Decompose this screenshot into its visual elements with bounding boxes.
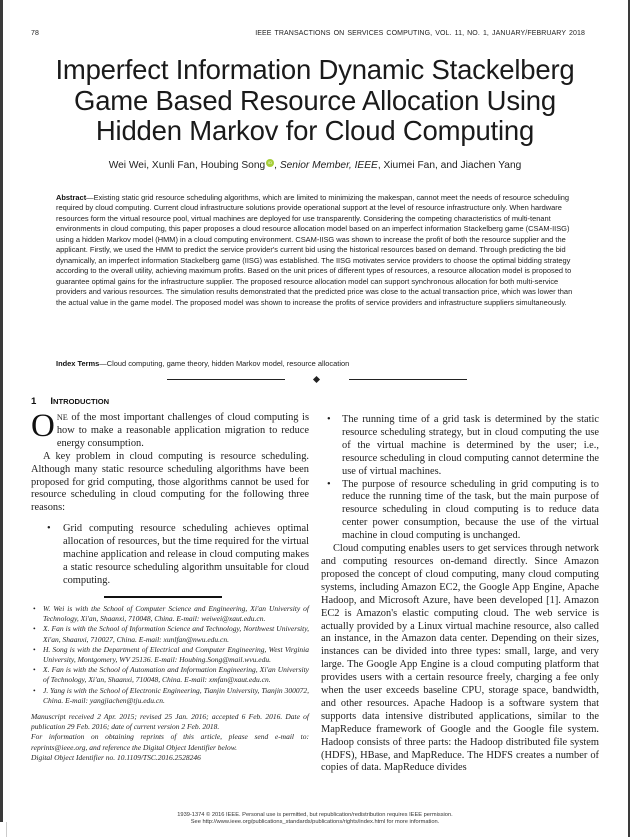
bullet-icon: •	[33, 665, 36, 675]
paper-title	[20, 55, 610, 147]
intro-paragraph-1	[31, 408, 309, 451]
page-number: 78	[31, 30, 39, 37]
index-terms-dash: —	[99, 359, 107, 368]
authors-part-2: , Xiumei Fan, and Jiachen Yang	[377, 160, 522, 171]
intro-paragraph-1-text: of the most important challenges of cloud computing is how to make a reasonable application migration to reduce energy consumption.	[56, 412, 309, 449]
reprints-info: For information on obtaining reprints of this article, please send e-mail to: reprints@ieee.org, and reference the Digital Object Identifier below.	[31, 732, 309, 752]
affiliation-item	[31, 665, 309, 685]
authors-sep: ,	[274, 160, 280, 171]
index-terms-label: Index Terms	[56, 359, 100, 368]
copyright-notice	[0, 812, 630, 827]
index-terms	[56, 359, 580, 368]
orcid-icon[interactable]: iD	[266, 159, 274, 167]
cloud-paragraph: Cloud computing enables users to get services through network and computing resources on-demand directly. Since Amazon proposed the concept of cloud computing, many cloud computing systems, including Amazon EC2, the Google App Engine, Apache Hadoop, and Microsoft Azure, have been developed [1]. Amazon EC2 is Amazon's elastic computing cloud. The web service is actually provided by a Linux virtual machine resource, also called an instance, in the Amazon data center. Depending on their sizes, instances can be divided into three types: small, large, and very large. The Google App Engine is a cloud computing platform that provides users with a certain resource freely, charging a fee only when the user exceeds baseline CPU, storage space, bandwidth, and other resources. Apache Hadoop is a software system that supports data intensive distributed applications, similar to the MapReduce framework of Google and the Google file system. Hadoop consists of three parts: the Hadoop distributed file system (HDFS), HBase, and MapReduce. The HDFS creates a number of copies of data. MapReduce divides	[321, 543, 599, 774]
section-heading	[31, 396, 109, 407]
reasons-list-right	[321, 414, 599, 543]
left-column	[31, 408, 309, 588]
section-title-initial: I	[50, 396, 54, 407]
abstract-label: Abstract	[56, 193, 87, 202]
bullet-icon: •	[33, 624, 36, 634]
affiliation-item	[31, 686, 309, 706]
list-item	[321, 479, 599, 544]
title-line-3: Hidden Markov for Cloud Computing	[95, 115, 535, 146]
footnotes	[31, 604, 309, 763]
title-line-2: Game Based Resource Allocation Using	[74, 84, 556, 116]
author-membership: Senior Member, IEEE	[279, 160, 378, 171]
authors-part-1: Wei Wei, Xunli Fan, Houbing Song	[108, 160, 266, 171]
list-item	[31, 523, 309, 588]
drop-cap-small-caps: NE	[56, 413, 68, 422]
list-item-text: Grid computing resource scheduling achieves optimal allocation of resources, but the time required for the virtual machine application and release in cloud computing makes a static resource scheduling algorithm unsuitable for cloud computing.	[63, 523, 309, 586]
affiliation-text: H. Song is with the Department of Electrical and Computer Engineering, West Virginia University, Montgomery, WV 25136. E-mail: Houbing.Song@mail.wvu.edu.	[43, 644, 309, 665]
list-item-text: The running time of a grid task is determined by the static resource scheduling strategy, but in cloud computing the use of the virtual machine is determined by the user; i.e., resource scheduling in cloud computing cannot determine the use of virtual machines.	[342, 414, 599, 477]
bullet-icon: •	[327, 414, 331, 425]
viewer-left-border	[0, 0, 3, 822]
publication-meta	[31, 712, 309, 763]
affiliation-text: J. Yang is with the School of Electronic Engineering, Tianjin University, Tianjin 300072, China. E-mail: yangjiachen@tju.edu.cn.	[43, 685, 309, 705]
title-line-1: Imperfect Information Dynamic Stackelberg	[55, 54, 575, 85]
doi: Digital Object Identifier no. 10.1109/TSC.2016.2528246	[31, 752, 201, 762]
right-column	[321, 414, 599, 775]
reasons-list-left	[31, 523, 309, 588]
abstract	[56, 193, 580, 308]
divider-line-right	[349, 379, 467, 380]
list-item-text: The purpose of resource scheduling in grid computing is to reduce the running time of the task, but the main purpose of resource scheduling in cloud computing is to reduce data center power consumption, because the use of the virtual machine in cloud computing is unchanged.	[342, 478, 599, 542]
affiliation-item	[31, 624, 309, 644]
section-number: 1	[31, 396, 37, 407]
bullet-icon: •	[33, 604, 36, 613]
affiliation-item	[31, 645, 309, 665]
affiliation-list	[31, 604, 309, 706]
divider-line-left	[167, 379, 285, 380]
author-list	[20, 159, 610, 171]
list-item	[321, 414, 599, 479]
copyright-line-2: See http://www.ieee.org/publications_standards/publications/rights/index.html for more information.	[190, 819, 440, 826]
diamond-icon	[313, 376, 320, 383]
bullet-icon: •	[33, 644, 36, 654]
manuscript-dates: Manuscript received 2 Apr. 2015; revised 25 Jan. 2016; accepted 6 Feb. 2016. Date of publication 29 Feb. 2016; date of current version 2 Feb. 2018.	[31, 712, 309, 732]
intro-paragraph-2: A key problem in cloud computing is resource scheduling. Although many static resource scheduling algorithms have been proposed for grid computing, those algorithms cannot be used for resource scheduling in cloud computing for the following three reasons:	[31, 450, 309, 514]
affiliation-text: X. Fan is with the School of Automation and Information Engineering, Xi'an University of Technology, Xi'an, Shaanxi, 710048, China. E-mail: xmfan@xaut.edu.cn.	[43, 665, 309, 685]
copyright-line-1: 1939-1374 © 2016 IEEE. Personal use is permitted, but republication/redistribution requires IEEE permission.	[177, 812, 453, 818]
journal-info: IEEE TRANSACTIONS ON SERVICES COMPUTING, VOL. 11, NO. 1, JANUARY/FEBRUARY 2018	[255, 30, 585, 37]
bullet-icon: •	[327, 478, 331, 490]
affiliation-item	[31, 604, 309, 624]
drop-cap: O	[31, 408, 55, 444]
section-divider	[167, 377, 467, 383]
abstract-dash: —	[86, 193, 94, 202]
footnote-rule	[104, 596, 222, 598]
section-title-rest: NTRODUCTION	[53, 397, 110, 406]
index-terms-text: Cloud computing, game theory, hidden Markov model, resource allocation	[106, 359, 350, 368]
bullet-icon: •	[33, 685, 36, 695]
abstract-text: Existing static grid resource scheduling algorithms, which are limited to minimizing the makespan, cannot meet the needs of resource scheduling required by cloud computing. Current cloud infrastructure solutions provide operational support at the level of resource infrastructure only. When hardware resources form the virtual resource pool, virtual machines are deployed for use transparently. Considering the competing characteristics of multi-tenant environments in cloud computing, this paper proposes a cloud resource allocation model based on an imperfect information Stackelberg game (CSAM-IISG) using a hidden Markov model (HMM) in a cloud computing environment. CSAM-IISG was shown to increase the profit of both the resource supplier and the applicant. Firstly, we used the HMM to predict the service provider's current bid using the historical resources based on demand. Through predicting the bid dynamically, an imperfect information Stackelberg game (IISG) was established. The IISG motivates service providers to choose the optimal bidding strategy according to the overall utility, achieving maximum profits. Based on the unit prices of different types of resources, a resource allocation model is proposed to guarantee optimal gains for the infrastructure supplier. The proposed resource allocation model can support synchronous allocation for both multi-service providers and various resources. The simulation results demonstrated that the predicted price was close to the actual transaction price, which was lower than the actual value in the game model. The proposed model was shown to increase the profits of service providers and infrastructure suppliers simultaneously.	[56, 193, 573, 307]
affiliation-text: W. Wei is with the School of Computer Science and Engineering, Xi'an University of Technology, Xi'an, Shaanxi, 710048, China. E-mail: weiwei@xaut.edu.cn.	[43, 604, 309, 624]
affiliation-text: X. Fan is with the School of Information Science and Technology, Northwest University, Xi'an, Shaanxi, 710027, China. E-mail: xunlfan@nwu.edu.cn.	[43, 624, 309, 644]
bullet-icon: •	[47, 523, 51, 535]
